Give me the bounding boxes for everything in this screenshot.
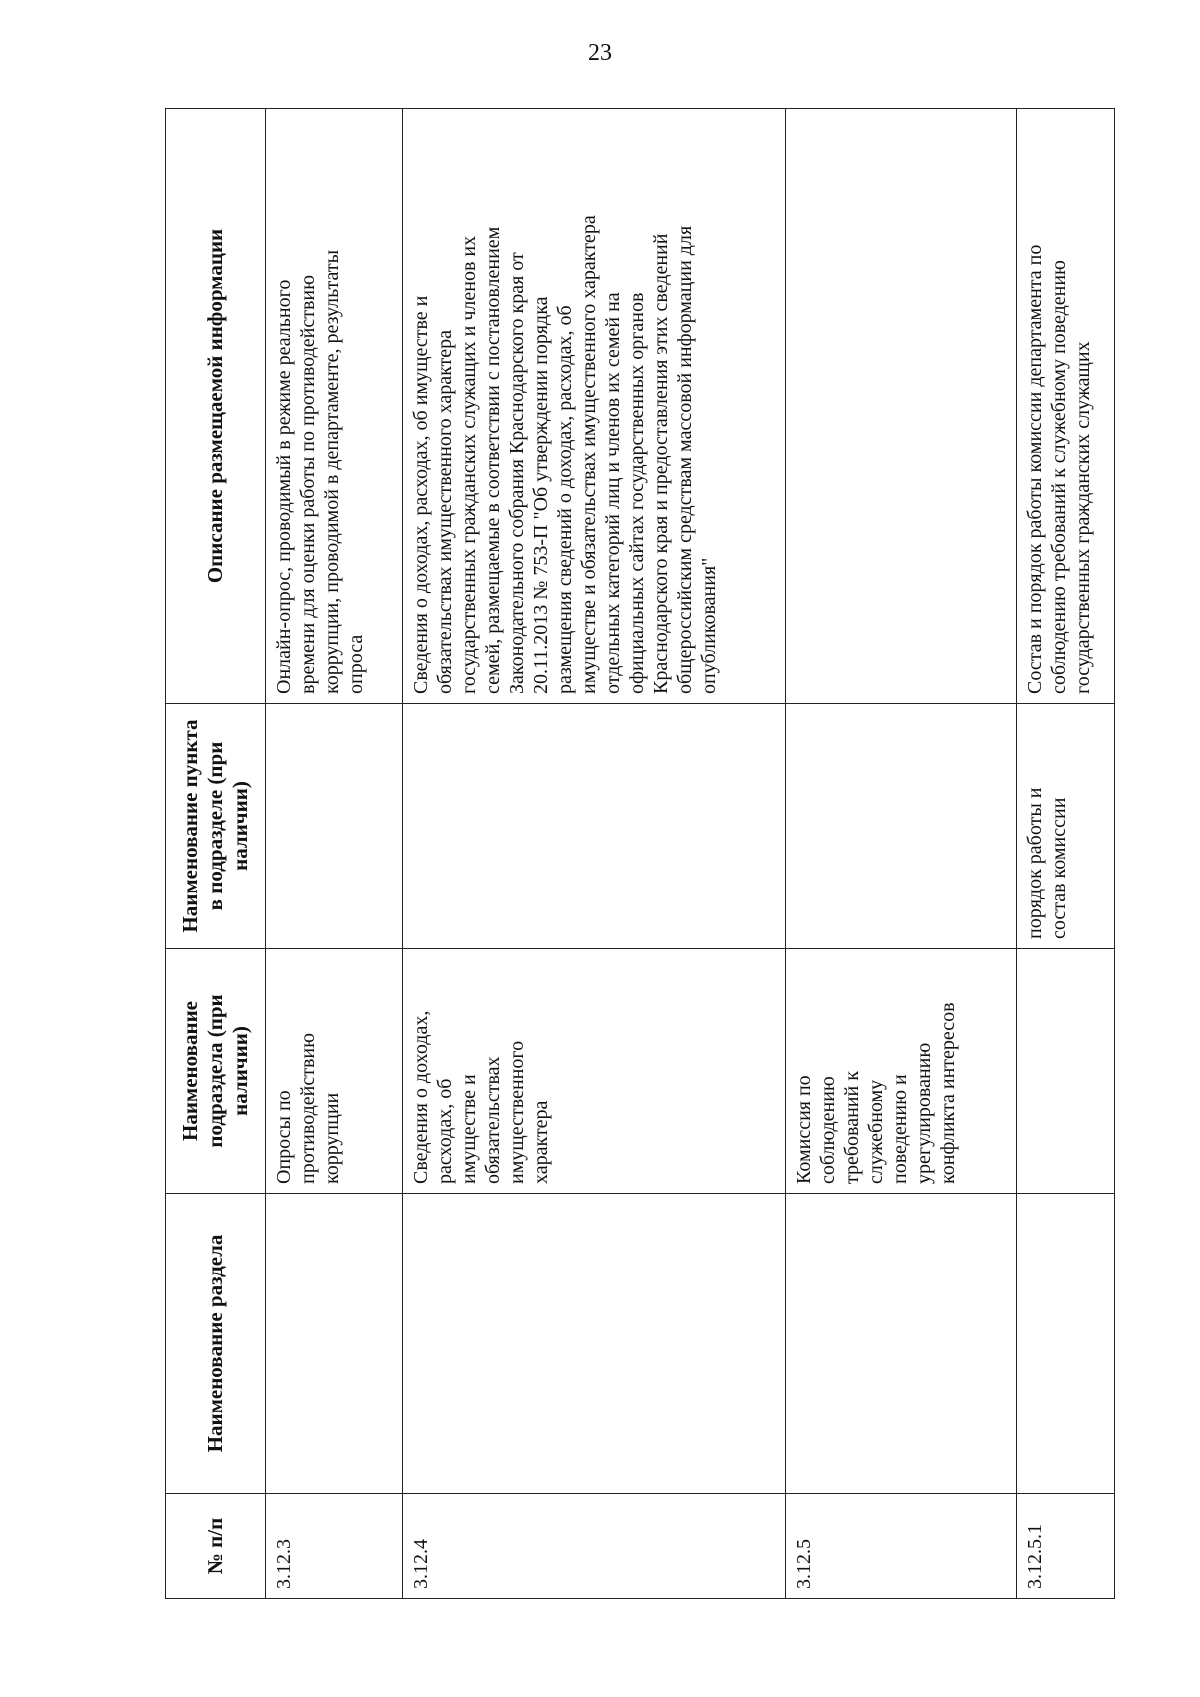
cell-number: 3.12.5.1 bbox=[1017, 1494, 1115, 1599]
rotated-table-container bbox=[165, 109, 1115, 1599]
cell-section bbox=[266, 1194, 403, 1494]
cell-item bbox=[786, 704, 1017, 949]
header-section: Наименование раздела bbox=[166, 1194, 266, 1494]
cell-number: 3.12.4 bbox=[403, 1494, 786, 1599]
header-description: Описание размещаемой информации bbox=[166, 109, 266, 704]
table-row bbox=[266, 109, 403, 1599]
cell-subsection: Опросы по противодействию коррупции bbox=[266, 949, 403, 1194]
cell-subsection: Комиссия по соблюдению требований к служебному поведению и урегулированию конфликта интересов bbox=[786, 949, 1017, 1194]
cell-description: Состав и порядок работы комиссии департамента по соблюдению требований к служебному поведению государственных гражданских служащих bbox=[1017, 109, 1115, 704]
cell-subsection: Сведения о доходах, расходах, об имуществе и обязательствах имущественного характера bbox=[403, 949, 786, 1194]
cell-section bbox=[1017, 1194, 1115, 1494]
cell-description: Онлайн-опрос, проводимый в режиме реального времени для оценки работы по противодействию коррупции, проводимой в департаменте, результаты опроса bbox=[266, 109, 403, 704]
cell-number: 3.12.3 bbox=[266, 1494, 403, 1599]
cell-description: Сведения о доходах, расходах, об имуществе и обязательствах имущественного характера государственных гражданских служащих и членов их семей, размещаемые в соответствии с постановлением Законодательного собрания Краснодарского края от 20.11.2013 № 753-П "Об утверждении порядка размещения сведений о доходах, расходах, об имуществе и обязательствах имущественного характера отдельных категорий лиц и членов их семей на официальных сайтах государственных органов Краснодарского края и предоставления этих сведений общероссийским средствам массовой информации для опубликования" bbox=[403, 109, 786, 704]
cell-item bbox=[403, 704, 786, 949]
cell-description bbox=[786, 109, 1017, 704]
header-subsection: Наименование подраздела (при наличии) bbox=[166, 949, 266, 1194]
page-number: 23 bbox=[588, 40, 612, 66]
cell-number: 3.12.5 bbox=[786, 1494, 1017, 1599]
cell-subsection bbox=[1017, 949, 1115, 1194]
table-row bbox=[403, 109, 786, 1599]
table-row bbox=[786, 109, 1017, 1599]
header-item: Наименование пункта в подразделе (при наличии) bbox=[166, 704, 266, 949]
table-row bbox=[1017, 109, 1115, 1599]
cell-item: порядок работы и состав комиссии bbox=[1017, 704, 1115, 949]
cell-item bbox=[266, 704, 403, 949]
cell-section bbox=[786, 1194, 1017, 1494]
cell-section bbox=[403, 1194, 786, 1494]
header-row bbox=[166, 109, 266, 1599]
header-number: № п/п bbox=[166, 1494, 266, 1599]
information-table bbox=[165, 108, 1115, 1599]
